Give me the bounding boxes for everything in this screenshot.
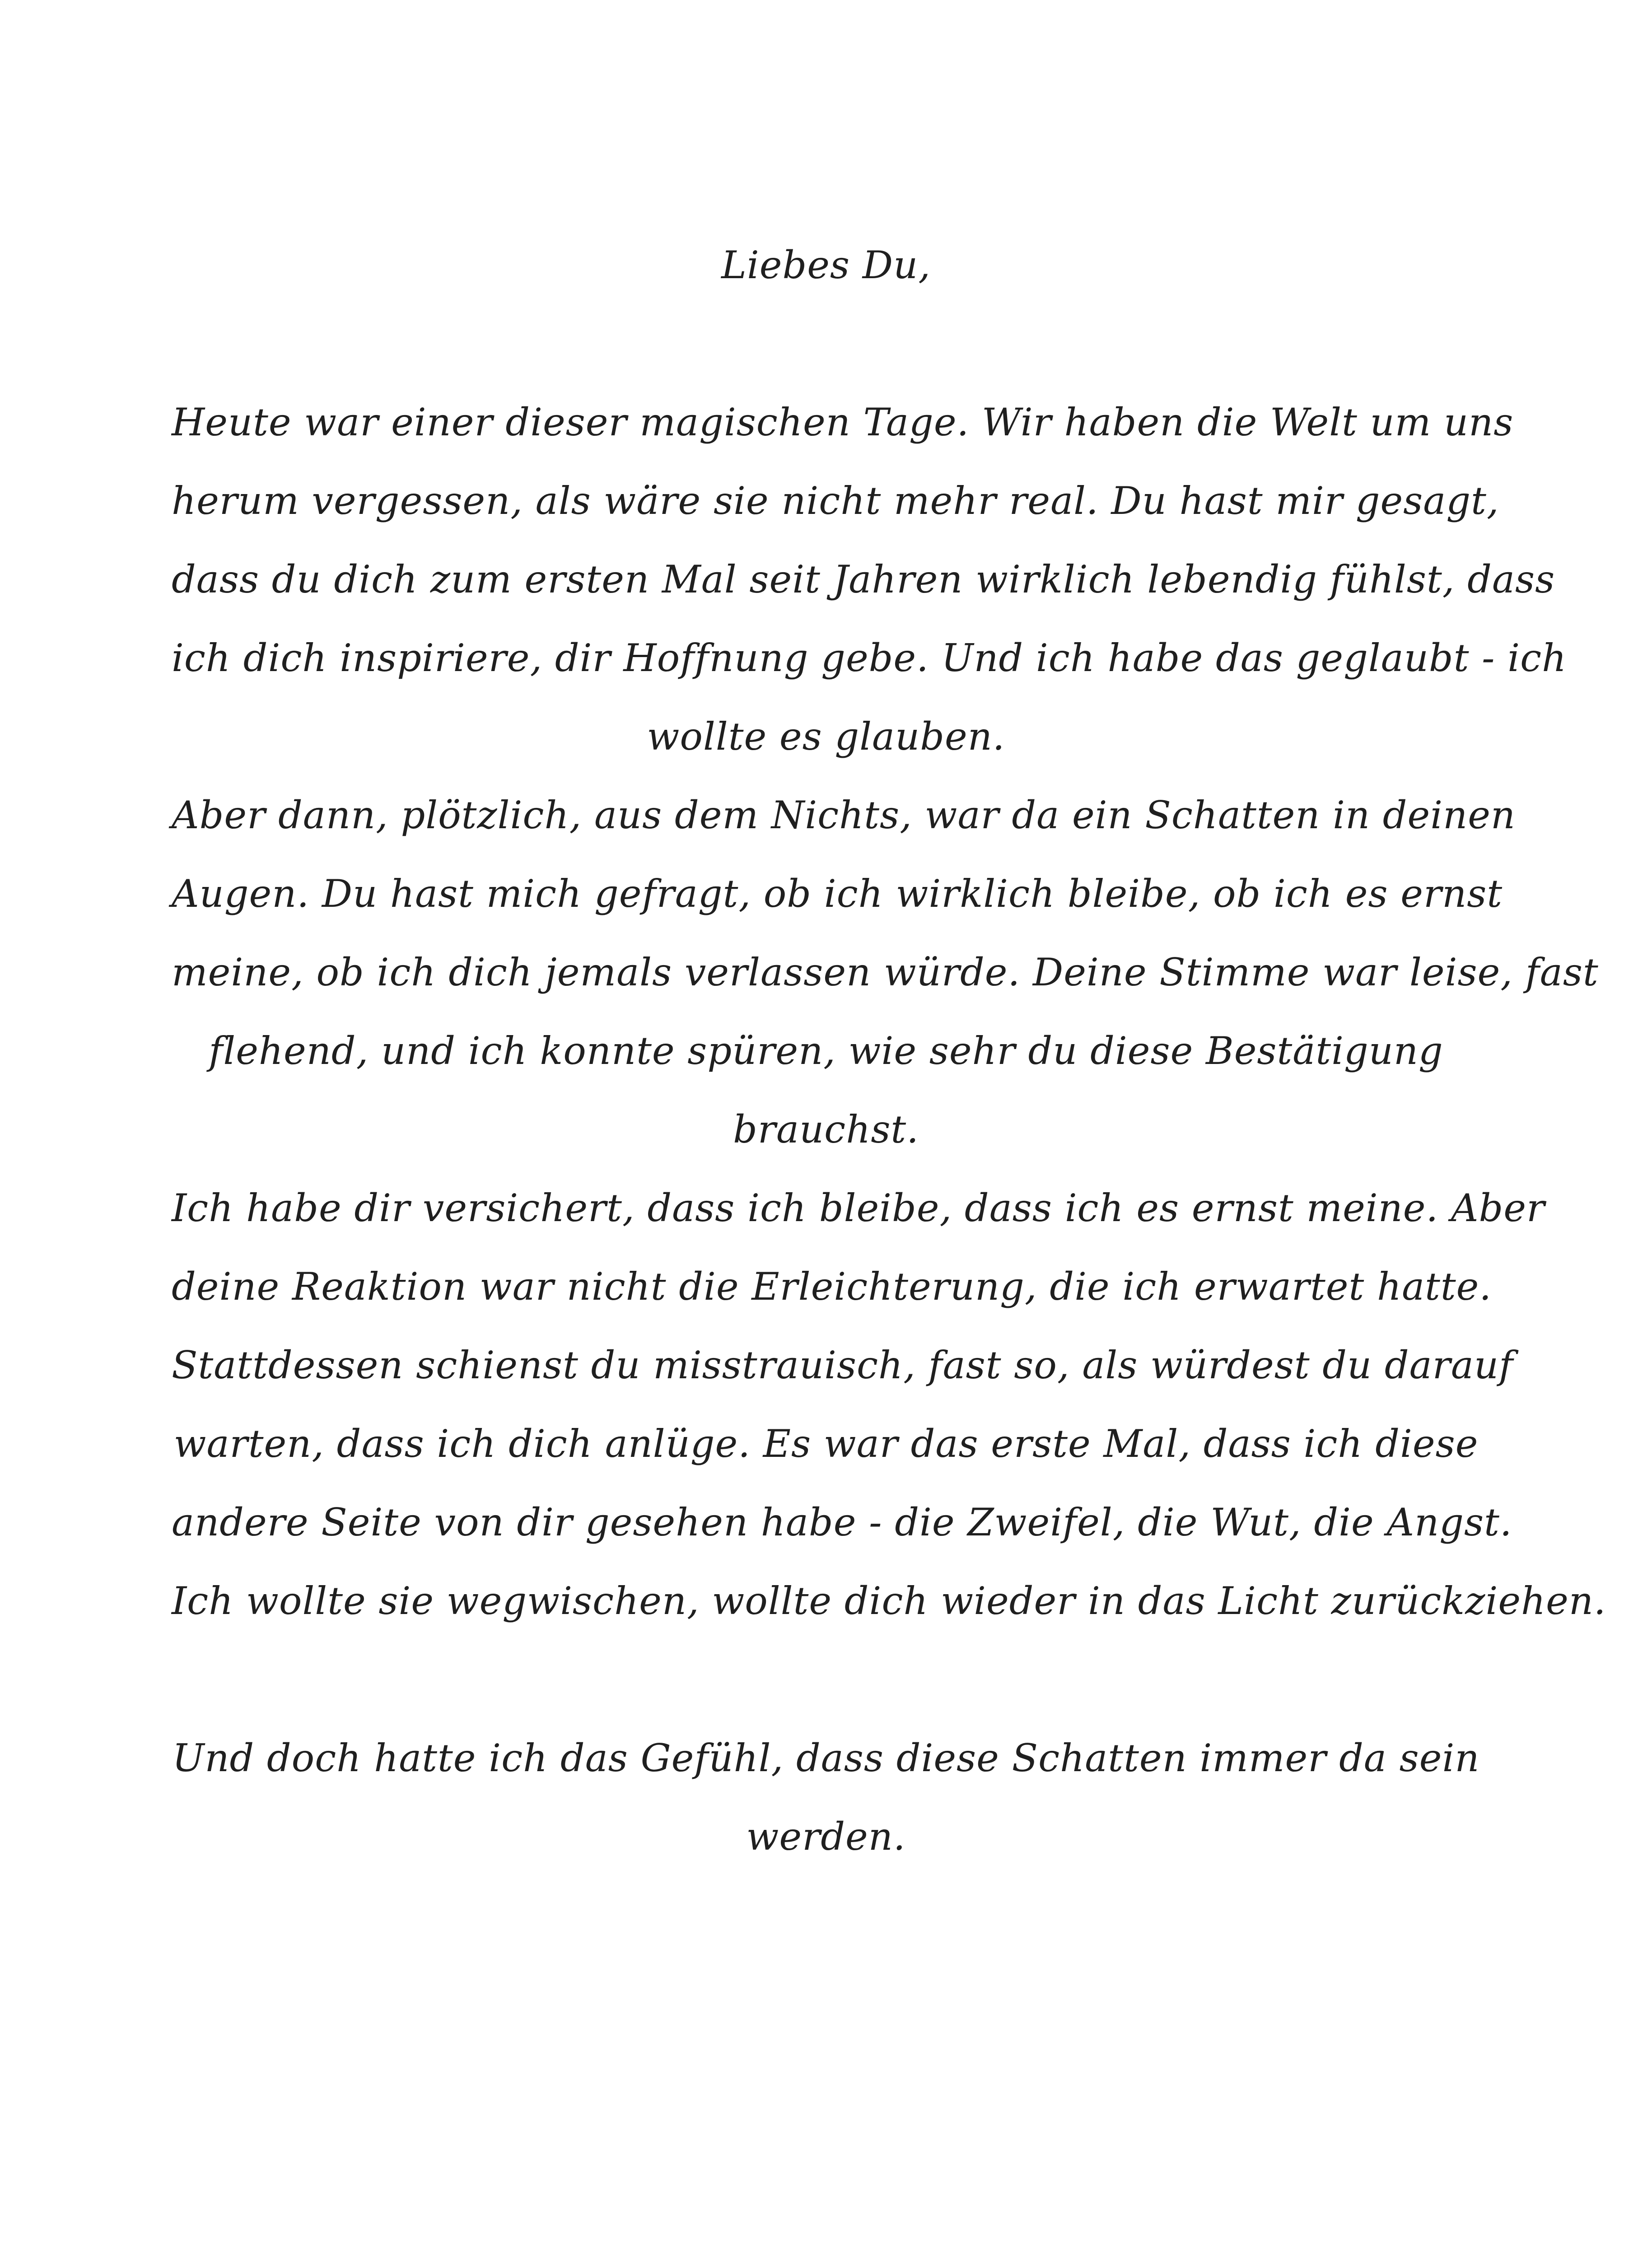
letter-line: wollte es glauben.: [647, 714, 1005, 759]
letter-closing: [172, 1719, 1480, 1876]
letter-line: Stattdessen schienst du misstrauisch, fast so, als würdest du darauf: [172, 1343, 1514, 1387]
letter-line: deine Reaktion war nicht die Erleichterung, die ich erwartet hatte.: [172, 1264, 1492, 1309]
letter-paragraph-1: [172, 383, 1567, 776]
letter-line: werden.: [746, 1815, 906, 1859]
letter-line: Und doch hatte ich das Gefühl, dass diese Schatten immer da sein: [172, 1736, 1480, 1780]
letter-line: brauchst.: [733, 1107, 919, 1152]
letter-line: Ich habe dir versichert, dass ich bleibe, dass ich es ernst meine. Aber: [172, 1186, 1545, 1230]
letter-line: Ich wollte sie wegwischen, wollte dich wieder in das Licht zurückziehen.: [172, 1579, 1606, 1623]
letter-line: Augen. Du hast mich gefragt, ob ich wirklich bleibe, ob ich es ernst: [172, 872, 1503, 916]
letter-salutation: Liebes Du,: [721, 243, 931, 287]
letter-paragraph-2: [172, 776, 1599, 1169]
paragraph-spacer: [172, 1640, 1480, 1719]
letter-line: Heute war einer dieser magischen Tage. Wir haben die Welt um uns: [172, 400, 1514, 444]
letter-line: andere Seite von dir gesehen habe - die Zweifel, die Wut, die Angst.: [172, 1500, 1512, 1544]
letter-line: Aber dann, plötzlich, aus dem Nichts, war da ein Schatten in deinen: [172, 793, 1516, 837]
letter-line: ich dich inspiriere, dir Hoffnung gebe. Und ich habe das geglaubt - ich: [172, 636, 1567, 680]
letter-line: warten, dass ich dich anlüge. Es war das erste Mal, dass ich diese: [173, 1422, 1479, 1466]
letter-line: meine, ob ich dich jemals verlassen würde. Deine Stimme war leise, fast: [172, 950, 1599, 994]
letter-line: dass du dich zum ersten Mal seit Jahren wirklich lebendig fühlst, dass: [172, 557, 1555, 602]
letter-line: flehend, und ich konnte spüren, wie sehr du diese Bestätigung: [209, 1029, 1443, 1073]
letter-line: herum vergessen, als wäre sie nicht mehr real. Du hast mir gesagt,: [172, 479, 1499, 523]
letter-body: [172, 226, 1606, 1876]
letter-paragraph-3: [172, 1169, 1606, 1640]
